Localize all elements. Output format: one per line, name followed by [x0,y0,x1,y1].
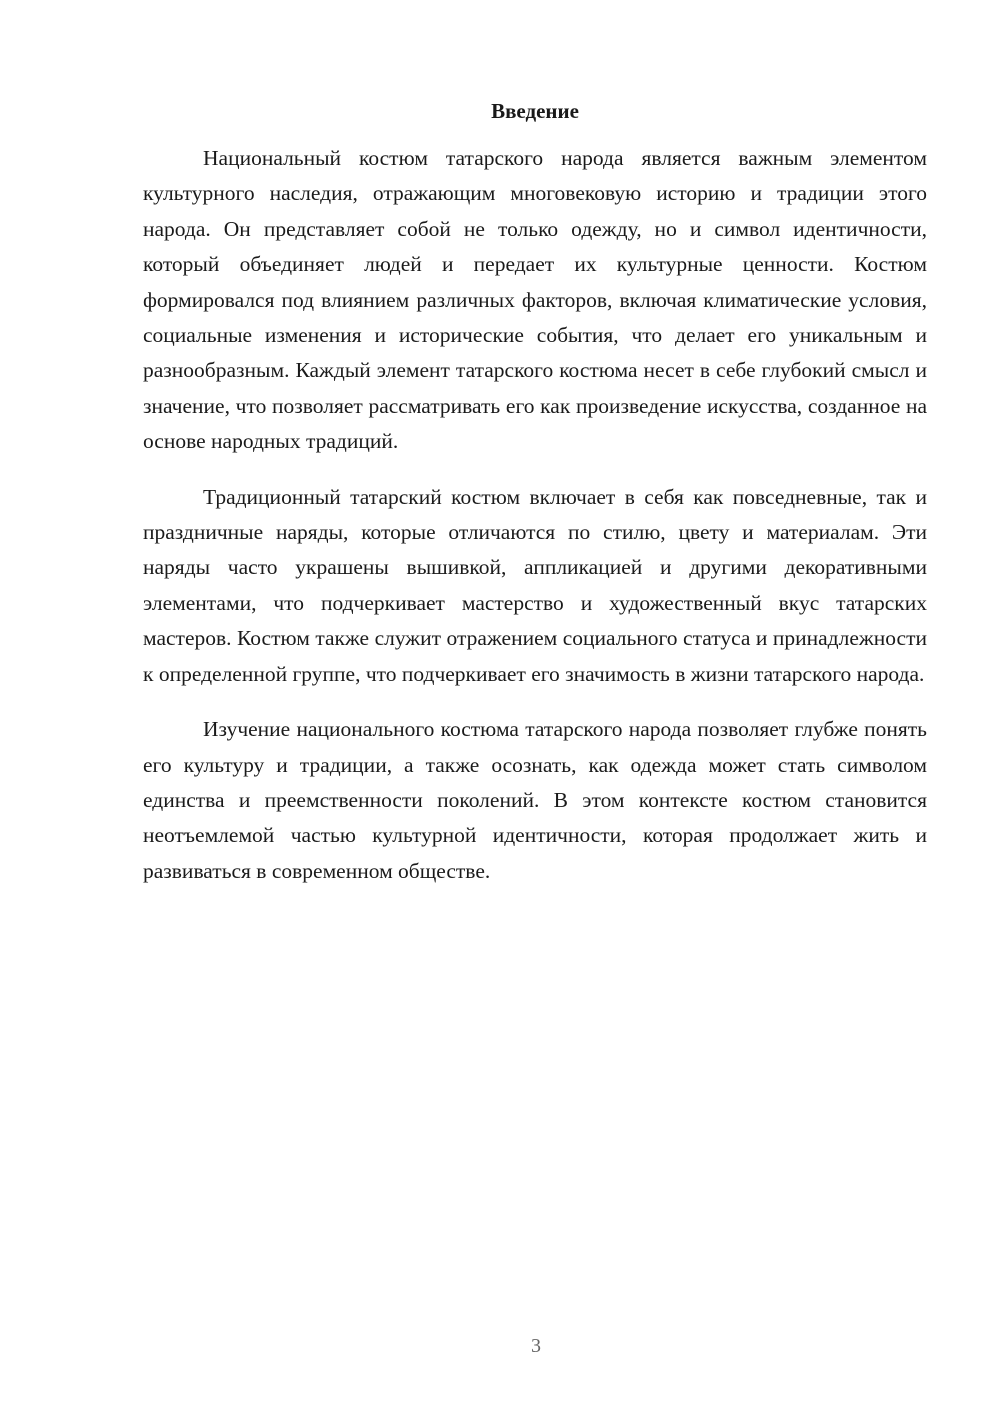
section-heading: Введение [491,99,579,123]
paragraph-1: Национальный костюм татарского народа является важным элементом культурного наследия, отражающим многовековую историю и традиции этого народа. Он представляет собой не только одежду, но и символ идентичности, который объединяет людей и передает их культурные ценности. Костюм формировался под влиянием различных факторов, включая климатические условия, социальные изменения и исторические события, что делает его уникальным и разнообразным. Каждый элемент татарского костюма несет в себе глубокий смысл и значение, что позволяет рассматривать его как произведение искусства, созданное на основе народных традиций. [143,146,927,454]
page-number: 3 [531,1335,541,1357]
page-content [143,95,927,909]
paragraph-2: Традиционный татарский костюм включает в себя как повседневные, так и праздничные наряды, которые отличаются по стилю, цвету и материалам. Эти наряды часто украшены вышивкой, аппликацией и другими декоративными элементами, что подчеркивает мастерство и художественный вкус татарских мастеров. Костюм также служит отражением социального статуса и принадлежности к определенной группе, что подчеркивает его значимость в жизни татарского народа. [143,484,927,686]
paragraph-3: Изучение национального костюма татарского народа позволяет глубже понять его культуру и традиции, а также осознать, как одежда может стать символом единства и преемственности поколений. В этом контексте костюм становится неотъемлемой частью культурной идентичности, которая продолжает жить и развиваться в современном обществе. [143,717,927,883]
